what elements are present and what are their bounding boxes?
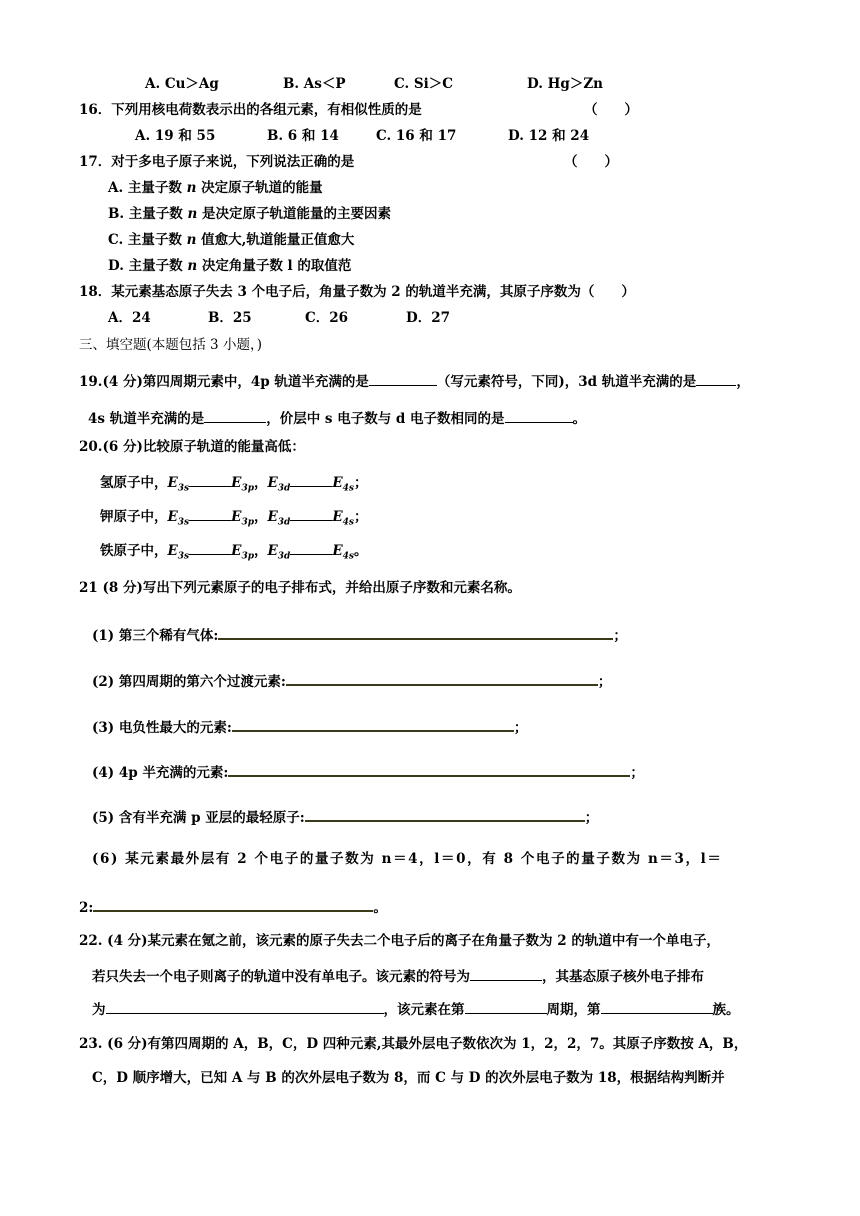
- q22-line1: 22. (4 分)某元素在氪之前，该元素的原子失去二个电子后的离子在角量子数为 2 的轨道中有一个单电子，: [79, 933, 720, 949]
- q21-item-3: (3) 电负性最大的元素: ；: [92, 716, 527, 737]
- q19-blank-4s[interactable]: [204, 408, 266, 423]
- q19-blank-3d[interactable]: [696, 371, 736, 386]
- q20-row-potassium: 钾原子中，$E_{3s}$ $E_{3p}$，$E_{3d}$ $E_{4s}$；: [100, 506, 368, 532]
- q15-option-d: D. Hg＞Zn: [527, 76, 603, 92]
- q21-blank-4[interactable]: [228, 761, 630, 777]
- q20-blank-k2[interactable]: [290, 506, 332, 521]
- q21-blank-5[interactable]: [305, 806, 585, 822]
- q22-blank-group[interactable]: [601, 999, 713, 1014]
- q18-option-d: D．27: [406, 310, 450, 326]
- q17-option-b: B. 主量子数 n 是决定原子轨道能量的主要因素: [108, 206, 392, 222]
- q17-option-a: A. 主量子数 n 决定原子轨道的能量: [108, 180, 323, 196]
- q16-answer-paren: （ ）: [584, 102, 638, 118]
- q21-item-5: (5) 含有半充满 p 亚层的最轻原子: ；: [92, 806, 598, 827]
- q17-answer-paren: （ ）: [564, 154, 618, 170]
- q23-line2: C，D 顺序增大，已知 A 与 B 的次外层电子数为 8，而 C 与 D 的次外层电子数为 18，根据结构判断并: [92, 1070, 725, 1086]
- q21-blank-1[interactable]: [218, 624, 613, 640]
- q21-stem: 21 (8 分)写出下列元素原子的电子排布式，并给出原子序数和元素名称。: [79, 580, 521, 596]
- q21-item-6-line2: 2: 。: [79, 896, 387, 917]
- q16-option-b: B. 6 和 14: [267, 128, 339, 144]
- q22-line3: 为 ，该元素在第 周期，第 族。: [92, 999, 740, 1019]
- q15-option-b: B. As＜P: [283, 76, 346, 92]
- q19-blank-sd[interactable]: [505, 408, 573, 423]
- q17-stem: 17．对于多电子原子来说，下列说法正确的是: [79, 154, 355, 170]
- q23-line1: 23. (6 分)有第四周期的 A，B，C，D 四种元素,其最外层电子数依次为 1，2，2，7。其原子序数按 A，B，: [79, 1036, 748, 1052]
- q20-blank-fe2[interactable]: [290, 540, 332, 555]
- q20-row-hydrogen: 氢原子中，$E_{3s}$ $E_{3p}$，$E_{3d}$ $E_{4s}$；: [100, 472, 368, 498]
- q17-option-d: D. 主量子数 n 决定角量子数 l 的取值范: [108, 258, 352, 274]
- q18-stem: 18．某元素基态原子失去 3 个电子后，角量子数为 2 的轨道半充满，其原子序数为（ ）: [79, 284, 635, 300]
- q18-option-b: B．25: [208, 310, 252, 326]
- q20-blank-h2[interactable]: [290, 472, 332, 487]
- q21-item-2: (2) 第四周期的第六个过渡元素: ；: [92, 670, 611, 691]
- q21-item-4: (4) 4p 半充满的元素: ；: [92, 761, 644, 782]
- q17-option-c: C. 主量子数 n 值愈大,轨道能量正值愈大: [108, 232, 355, 248]
- q20-stem: 20.(6 分)比较原子轨道的能量高低：: [79, 439, 305, 455]
- q19-line1: 19.(4 分)第四周期元素中，4p 轨道半充满的是 （写元素符号，下同)，3d 轨道半充满的是 ，: [79, 371, 750, 391]
- q16-option-c: C. 16 和 17: [376, 128, 457, 144]
- q20-row-iron: 铁原子中，$E_{3s}$ $E_{3p}$，$E_{3d}$ $E_{4s}$。: [100, 540, 368, 566]
- q22-blank-config[interactable]: [106, 999, 384, 1014]
- q21-item-1: (1) 第三个稀有气体: ；: [92, 624, 627, 645]
- q16-option-d: D. 12 和 24: [508, 128, 590, 144]
- q21-blank-6[interactable]: [93, 896, 373, 912]
- q20-blank-k1[interactable]: [189, 506, 231, 521]
- section-heading: 三、填空题(本题包括 3 小题，): [79, 337, 262, 353]
- q15-option-c: C. Si＞C: [394, 76, 454, 92]
- q18-option-c: C．26: [305, 310, 349, 326]
- q22-blank-symbol[interactable]: [470, 966, 542, 981]
- q20-blank-fe1[interactable]: [189, 540, 231, 555]
- q21-blank-2[interactable]: [286, 670, 598, 686]
- q21-item-6-line1: (6) 某元素最外层有 2 个电子的量子数为 n＝4，l＝0，有 8 个电子的量子数为 n＝3，l＝: [92, 851, 723, 867]
- q15-option-a: A. Cu＞Ag: [145, 76, 219, 92]
- q16-stem: 16．下列用核电荷数表示出的各组元素，有相似性质的是: [79, 102, 422, 118]
- q19-blank-4p[interactable]: [369, 371, 437, 386]
- q16-option-a: A. 19 和 55: [135, 128, 216, 144]
- q20-blank-h1[interactable]: [189, 472, 231, 487]
- q18-option-a: A．24: [108, 310, 151, 326]
- q22-blank-period[interactable]: [465, 999, 547, 1014]
- q19-line2: 4s 轨道半充满的是 ，价层中 s 电子数与 d 电子数相同的是 。: [88, 408, 586, 428]
- q21-blank-3[interactable]: [232, 716, 514, 732]
- q22-line2: 若只失去一个电子则离子的轨道中没有单电子。该元素的符号为 ，其基态原子核外电子排布: [92, 966, 704, 986]
